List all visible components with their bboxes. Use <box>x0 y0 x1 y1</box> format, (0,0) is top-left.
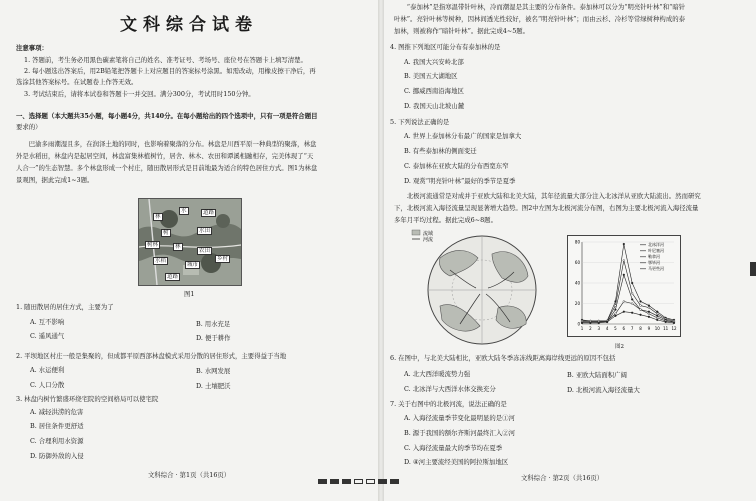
map-label: 树林 <box>147 242 159 248</box>
data-point <box>640 309 642 311</box>
notice-line: 1. 答题前，考生务必用黑色碳素笔将自己的姓名、准考证号、考场号、座位号在答题卡上填写清楚。 <box>24 56 307 64</box>
map-legend-basin: 流域 <box>423 231 434 237</box>
question-5: 5. 下列说法正确的是 <box>390 118 450 126</box>
map-label: 水田 <box>199 228 211 234</box>
chart-canvas <box>568 236 680 336</box>
data-point <box>648 307 650 309</box>
x-tick-label: 4 <box>605 326 609 331</box>
data-point <box>631 303 633 305</box>
figure-caption: 图2 <box>615 344 624 350</box>
data-point <box>640 301 642 303</box>
question-4: 4. 图推下列地区可能分布有泰加林的是 <box>390 43 501 51</box>
q5-option-c[interactable]: C. 泰加林在亚欧大陆的分布西宽东窄 <box>404 162 509 170</box>
runoff-line-chart <box>567 235 681 337</box>
data-point <box>648 305 650 307</box>
map-label: 林 <box>175 244 181 250</box>
page-dot[interactable] <box>354 479 363 484</box>
q7-option-b[interactable]: B. 源于我国的额尔齐斯河最终汇入②河 <box>404 429 516 437</box>
q2-option-d[interactable]: D. 土壤肥沃 <box>196 382 231 390</box>
q4-option-b[interactable]: B. 美国五大湖地区 <box>404 72 458 80</box>
q4-option-d[interactable]: D. 我国天山北坡山麓 <box>404 102 465 110</box>
q4-option-c[interactable]: C. 挪威西南沿海地区 <box>404 87 464 95</box>
page-footer: 文科综合 · 第2页（共16页） <box>521 474 604 482</box>
x-tick-label: 10 <box>654 326 660 331</box>
q6-option-c[interactable]: C. 北冰洋与大西洋水体交换充分 <box>404 385 496 393</box>
y-tick-label: 0 <box>577 321 580 327</box>
intro-line: 外是水稻田，林盘内是起居空间，林盘富集林植树竹，居舍、林木、农田和谭溪相融相存，完美体现了“天 <box>16 152 314 160</box>
passage-line: 叶林”。亮针叶林等树种，因林间透光性较好，被名“明亮针叶林”；而由云杉、冷杉等常绿树种构成的泰 <box>394 15 685 23</box>
passage-line: 多年月平均过程。据此完成6~8题。 <box>394 216 497 224</box>
page-dot[interactable] <box>378 479 387 484</box>
q3-option-c[interactable]: C. 合理利用水资源 <box>30 437 84 445</box>
data-point <box>589 322 591 324</box>
data-point <box>631 282 633 284</box>
data-point <box>615 315 617 317</box>
q3-option-d[interactable]: D. 防御外敌的入侵 <box>30 452 84 460</box>
x-tick-label: 6 <box>622 326 626 331</box>
q7-option-c[interactable]: C. 入海径流量最大的季节均在夏季 <box>404 444 503 452</box>
map-label: 水稻 <box>155 258 167 264</box>
data-point <box>648 316 650 318</box>
data-point <box>656 317 658 319</box>
x-tick-label: 8 <box>639 326 642 331</box>
passage-line: 下，北极河流入海径流量呈现显著增大趋势。图2中左图为北极河流分布图，右图为主要北极河流入海径流量 <box>394 204 699 212</box>
x-tick-label: 11 <box>663 326 669 331</box>
q7-option-d[interactable]: D. ④河主要流经美国的阿拉斯加地区 <box>404 458 509 466</box>
data-point <box>623 243 625 245</box>
data-point <box>656 313 658 315</box>
data-point <box>656 315 658 317</box>
data-point <box>631 299 633 301</box>
data-point <box>648 313 650 315</box>
passage-line: 北极河流通常是对成并于亚欧大陆和北美大陆，其年径流量大部分注入北冰洋从亚欧大陆流出。然而研究 <box>394 192 701 200</box>
y-tick-label: 60 <box>574 260 580 265</box>
linpan-landscape-figure <box>138 198 242 286</box>
page-indicator[interactable] <box>318 469 402 488</box>
notice-line: 3. 考试结束后，请将本试卷和答题卡一并交回。满分300分，考试用时150分钟。 <box>24 90 255 98</box>
legend-label: 马更些河 <box>648 266 664 271</box>
q1-option-a[interactable]: A. 互不影响 <box>30 318 65 326</box>
y-tick-label: 20 <box>574 301 580 306</box>
legend-label: 勒拿河 <box>648 254 660 259</box>
x-tick-label: 7 <box>630 326 634 331</box>
data-point <box>648 311 650 313</box>
map-label: 乡村 <box>217 256 229 262</box>
data-point <box>631 292 633 294</box>
question-6: 6. 在图中，与北美大陆相比，亚欧大陆冬季冻冻线距离海岸线更远的原因不包括 <box>390 354 616 362</box>
q5-option-b[interactable]: B. 有些泰加林的侧面变迁 <box>404 147 477 155</box>
figure-caption: 图1 <box>184 290 195 298</box>
y-tick-label: 80 <box>574 239 580 245</box>
map-label: 林 <box>155 214 161 220</box>
passage-line: “泰加林”是指寒温带针叶林，冷而潮湿是其主要的分布条件。泰加林可以分为“明亮针叶林”和“暗针 <box>394 3 686 11</box>
data-point <box>623 274 625 276</box>
map-legend-river: 河流 <box>423 237 434 243</box>
notice-heading: 注意事项： <box>16 44 48 52</box>
q7-option-a[interactable]: A. 入海径流量季节变化最明显的是①河 <box>404 414 515 422</box>
q2-option-c[interactable]: C. 人口分散 <box>30 381 65 389</box>
y-tick-label: 40 <box>574 280 580 286</box>
legend-label: 鄂毕河 <box>648 260 660 265</box>
page-dot[interactable] <box>342 479 351 484</box>
data-point <box>656 311 658 313</box>
map-label: 道路 <box>203 210 215 216</box>
notice-line: 2. 每小题选出答案后，用2B铅笔把答题卡上对应题目的答案标号涂黑。如需改动，用橡皮擦干净后，再 <box>24 67 316 75</box>
data-point <box>615 313 617 315</box>
x-tick-label: 2 <box>589 326 592 331</box>
section-heading: 一、选择题（本大题共35小题，每小题4分，共140分。在每小题给出的四个选项中，只有一项是符合题目 <box>16 112 318 120</box>
data-point <box>623 311 625 313</box>
q5-option-a[interactable]: A. 世界上泰加林分布最广的国家是加拿大 <box>404 132 522 140</box>
data-point <box>640 305 642 307</box>
series-line <box>582 301 674 322</box>
intro-line: 巴渝多雨潮湿且多，在润泽土地的同时，也影响着聚落的分布。林盘是川西平原一种典型的聚落，林盘 <box>16 140 317 148</box>
series-line <box>582 275 674 322</box>
map-label: 城市 <box>187 262 199 268</box>
q5-option-d[interactable]: D. 观赏“明亮针叶林”最好的季节是夏季 <box>404 177 516 185</box>
question-2: 2. 平坝地区村庄一般是集聚的，但成都平原西部林盘模式采用分散的居住形式，主要得益于当地 <box>16 352 287 360</box>
intro-line: 景观图，据此完成1~3题。 <box>16 176 94 184</box>
q4-option-a[interactable]: A. 我国大兴安岭北部 <box>404 58 464 66</box>
map-label: 水 <box>181 208 187 214</box>
q6-option-b[interactable]: B. 亚欧大陆面积广阔 <box>567 371 627 379</box>
map-label: 农田 <box>199 248 211 254</box>
data-point <box>673 322 675 324</box>
q6-option-d[interactable]: D. 北极河流入海径流量大 <box>567 386 640 394</box>
map-label: 树 <box>163 230 169 236</box>
question-7: 7. 关于右图中的北极河流，说法正确的是 <box>390 400 507 408</box>
page-title: 文科综合试卷 <box>120 15 258 35</box>
data-point <box>606 321 608 323</box>
question-1: 1. 随田散居的居住方式，主要为了 <box>16 303 114 311</box>
page-dot[interactable] <box>318 479 327 484</box>
x-tick-label: 12 <box>671 326 677 331</box>
data-point <box>640 314 642 316</box>
q6-option-a[interactable]: A. 北大西洋暖流势力强 <box>404 370 471 378</box>
x-tick-label: 1 <box>580 326 584 331</box>
x-tick-label: 5 <box>614 326 617 331</box>
scroll-edge-marker[interactable] <box>750 262 756 276</box>
legend-label: 叶尼塞河 <box>648 248 664 253</box>
data-point <box>581 322 583 324</box>
q1-option-d[interactable]: D. 便于耕作 <box>196 334 231 342</box>
q2-option-a[interactable]: A. 水运便利 <box>30 366 65 374</box>
page-dot[interactable] <box>366 479 375 484</box>
q1-option-c[interactable]: C. 遥风通气 <box>30 332 65 340</box>
q3-option-a[interactable]: A. 减轻洪涝的危害 <box>30 408 84 416</box>
notice-line: 选涂其他答案标号。在试题卷上作答无效。 <box>16 78 138 86</box>
q3-option-b[interactable]: B. 居住条件更舒适 <box>30 422 84 430</box>
question-3: 3. 林盘内树竹繁盛环绕宅院的空间格局可以使宅院 <box>16 395 159 403</box>
data-point <box>615 309 617 311</box>
passage-line: 加林，则被称作“暗针叶林”。据此完成4~5题。 <box>394 27 530 35</box>
data-point <box>623 301 625 303</box>
intro-line: 人合一”的生态智慧。多个林盘形成一个村庄，随田散居形式是目前地最为适合的特色居住方式。图1为林盘 <box>16 164 318 172</box>
page-dot[interactable] <box>330 479 339 484</box>
data-point <box>623 260 625 262</box>
section-heading-cont: 要求的） <box>16 123 42 131</box>
q2-option-b[interactable]: B. 水网发展 <box>196 367 231 375</box>
page-footer: 文科综合 · 第1页（共16页） <box>148 471 231 479</box>
map-label: 道路 <box>167 274 179 280</box>
data-point <box>665 321 667 323</box>
x-tick-label: 9 <box>647 326 651 331</box>
arctic-river-map <box>410 228 548 348</box>
legend-label: 北冰洋河 <box>648 242 664 247</box>
data-point <box>598 322 600 324</box>
page-dot[interactable] <box>390 479 399 484</box>
series-line <box>582 244 674 321</box>
x-tick-label: 3 <box>597 326 601 331</box>
q1-option-b[interactable]: B. 用水充足 <box>196 320 231 328</box>
data-point <box>656 319 658 321</box>
data-point <box>631 312 633 314</box>
